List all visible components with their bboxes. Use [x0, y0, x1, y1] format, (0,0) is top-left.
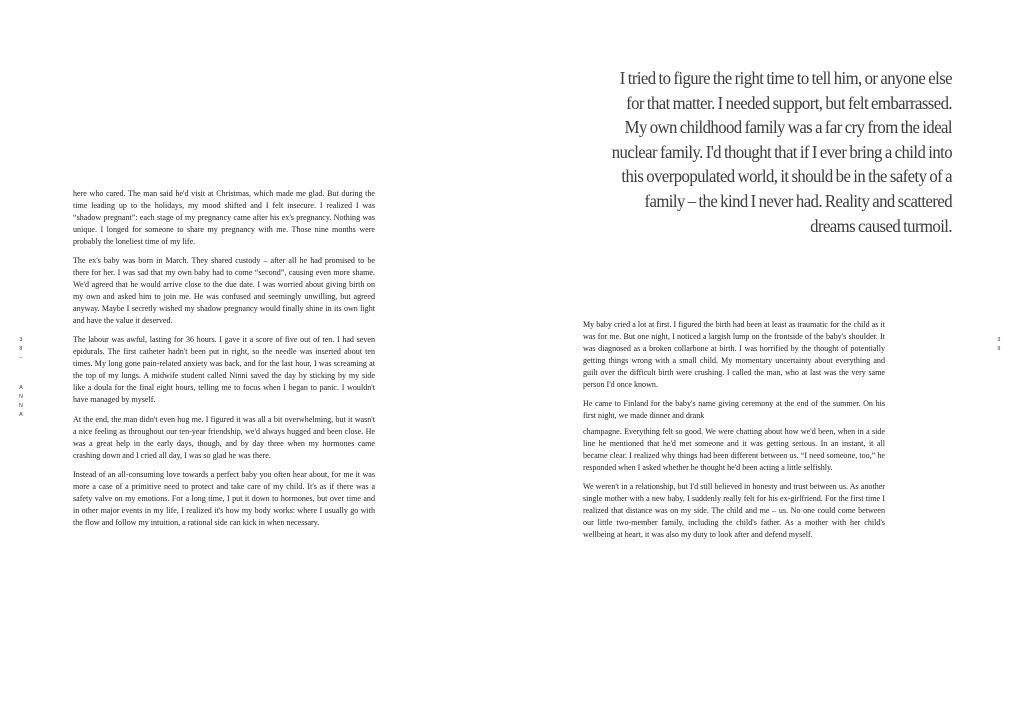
- pull-quote-text: I tried to figure the right time to tell him, or anyone else for that matter. I needed support, but felt embarrassed. My own childhood family was a far cry from the ideal nuclear family. I'd thought that if I ever bring a child into this overpopulated world, it should be in the safety of a family – the kind I never had. Reality and scattered dreams caused turmoil.: [611, 68, 952, 236]
- folio-digit-1: 3: [19, 337, 23, 343]
- paragraph: We weren't in a relationship, but I'd still believed in honesty and trust between us. As another single mother with a new baby, I suddenly really felt for his ex-girlfriend. For the first time I realized that distance was on my side. The child and me – us. No one could come between our little two-member family, including the child's father. As a mother with her child's wellbeing at heart, it was also my duty to look after and defend myself.: [583, 482, 885, 540]
- left-column-body: [73, 188, 375, 529]
- right-column-body: [583, 319, 885, 541]
- folio-digit-1: 3: [997, 337, 1001, 343]
- paragraph: At the end, the man didn't even hug me. I figured it was all a bit overwhelming, but it wasn't a nice feeling as throughout our ten-year friendship, we'd always hugged and been close. He was a great help in the early days, though, and by day three when my hormones came crashing down and I cried all day, I was so glad he was there.: [73, 414, 375, 460]
- left-page-author-mark: [14, 384, 28, 420]
- left-page-folio: [14, 336, 28, 363]
- paragraph: He came to Finland for the baby's name giving ceremony at the end of the summer. On his first night, we made dinner and drank: [583, 399, 885, 421]
- paragraph: champagne. Everything felt so good. We were chatting about how we'd been, when in a side line he mentioned that he'd met someone and it was getting serious. In an instant, it all became clear. I realized why things had been different between us. “I need someone, too,” he responded when I asked whether he thought he'd been acting a little selfishly.: [583, 427, 885, 473]
- author-letter-4: A: [19, 411, 23, 418]
- pull-quote: [612, 66, 952, 238]
- paragraph: The ex's baby was born in March. They shared custody – after all he had promised to be there for her. I was sad that my own baby had to come “second”, causing even more shame. We'd agreed that he would arrive close to the due date. I was worried about giving birth on my own and asked him to join me. He was confused and seemingly unwilling, but agreed anyway. Maybe I secretly wished my shadow pregnancy would finally shine in its own light and have the value it deserved.: [73, 256, 375, 326]
- right-page-folio: [992, 336, 1006, 354]
- folio-digit-2: 8: [19, 345, 23, 352]
- author-letter-3: N: [18, 402, 24, 409]
- paragraph: Instead of an all-consuming love towards a perfect baby you often hear about, for me it was more a case of a primitive need to protect and take care of my child. It's as if there was a safety valve on my emotions. For a long time, I put it down to hormones, but over time and in other major events in my life, I realized it's how my body works: where I usually go with the flow and follow my intuition, a rational side can kick in when necessary.: [73, 469, 375, 527]
- paragraph: The labour was awful, lasting for 36 hours. I gave it a score of five out of ten. I had seven epidurals. The first catheter hadn't been put in right, so the needle was inserted about ten times. My long gone pain-related anxiety was back, and for the last hour, I was screaming at the top of my lungs. A midwife student called Ninni saved the day by sticking by my side like a doula for the final eight hours, telling me to focus when I began to panic. I wouldn't have managed by myself.: [73, 335, 375, 405]
- folio-dash: –: [19, 354, 23, 361]
- folio-digit-2: 9: [997, 345, 1001, 352]
- author-letter-2: N: [18, 393, 24, 400]
- paragraph: here who cared. The man said he'd visit at Christmas, which made me glad. But during the time leading up to the holidays, my mood shifted and I felt insecure. I realized I was “shadow pregnant”: each stage of my pregnancy came after his ex's pregnancy. Nothing was unique. I longed for someone to share my pregnancy with me. Those nine months were probably the loneliest time of my life.: [73, 189, 375, 246]
- paragraph: My baby cried a lot at first. I figured the birth had been at least as traumatic for the child as it was for me. But one night, I noticed a largish lump on the frontside of the baby's shoulder. It was diagnosed as a broken collarbone at birth. I was horrified by the thought of potentially getting things wrong with a small child. My momentary uncertainty about everything and guilt over the difficult birth were crushing. I called the man, who at last was the very same person I'd once known.: [583, 320, 885, 389]
- author-letter-1: A: [19, 385, 23, 391]
